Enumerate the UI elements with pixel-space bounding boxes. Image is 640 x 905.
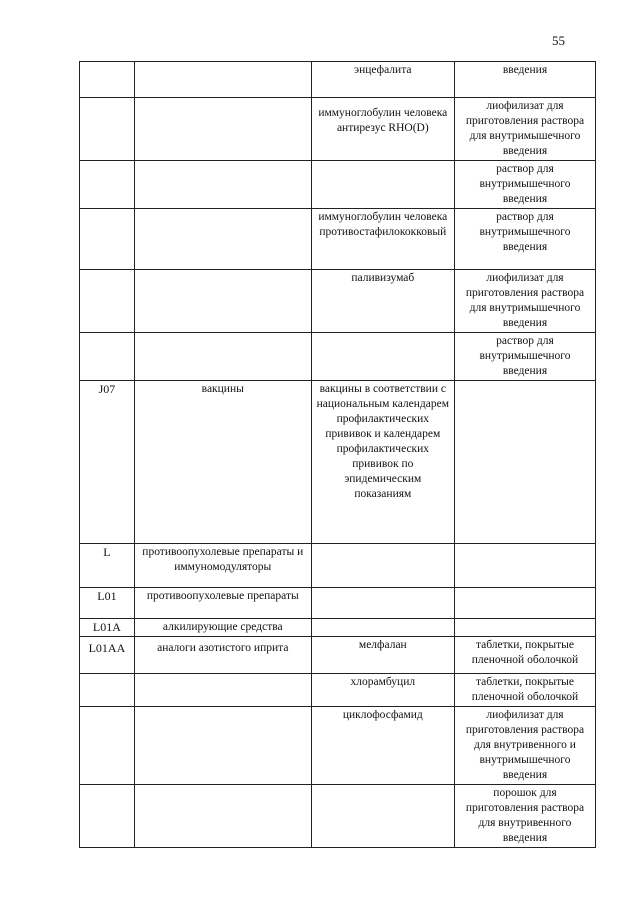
atc-group-cell: вакцины xyxy=(134,381,311,544)
drug-name-cell: энцефалита xyxy=(311,62,454,98)
dosage-form-cell xyxy=(454,619,595,637)
atc-code-cell xyxy=(80,98,135,161)
atc-group-cell: аналоги азотистого иприта xyxy=(134,637,311,674)
dosage-form-cell: введения xyxy=(454,62,595,98)
atc-code-cell: L01A xyxy=(80,619,135,637)
atc-code-cell: L xyxy=(80,544,135,588)
table-row xyxy=(80,62,596,98)
table-row xyxy=(80,209,596,270)
atc-group-cell xyxy=(134,209,311,270)
drug-name-cell: циклофосфамид xyxy=(311,707,454,785)
drug-name-cell xyxy=(311,161,454,209)
dosage-form-cell: раствор для внутримышечного введения xyxy=(454,161,595,209)
drug-name-cell xyxy=(311,619,454,637)
dosage-form-cell: раствор для внутримышечного введения xyxy=(454,209,595,270)
drug-name-cell xyxy=(311,785,454,848)
atc-group-cell xyxy=(134,785,311,848)
drug-name-cell xyxy=(311,588,454,619)
atc-group-cell xyxy=(134,270,311,333)
atc-code-cell xyxy=(80,674,135,707)
drug-name-cell: вакцины в соответствии с национальным календарем профилактических прививок и календарем профилактических прививок по эпидемическим показаниям xyxy=(311,381,454,544)
table-row xyxy=(80,270,596,333)
atc-group-cell xyxy=(134,333,311,381)
atc-code-cell xyxy=(80,707,135,785)
dosage-form-cell xyxy=(454,544,595,588)
atc-code-cell xyxy=(80,209,135,270)
table-row xyxy=(80,785,596,848)
dosage-form-cell: лиофилизат для приготовления раствора для внутримышечного введения xyxy=(454,98,595,161)
atc-group-cell xyxy=(134,98,311,161)
drug-name-cell xyxy=(311,333,454,381)
drug-name-cell: паливизумаб xyxy=(311,270,454,333)
atc-group-cell xyxy=(134,707,311,785)
dosage-form-cell: таблетки, покрытые пленочной оболочкой xyxy=(454,674,595,707)
drug-list-table xyxy=(79,61,596,848)
table-row xyxy=(80,381,596,544)
table-row xyxy=(80,707,596,785)
table-row xyxy=(80,619,596,637)
table-row xyxy=(80,588,596,619)
atc-code-cell xyxy=(80,333,135,381)
table-row xyxy=(80,674,596,707)
page-number: 55 xyxy=(552,33,565,48)
dosage-form-cell: лиофилизат для приготовления раствора для внутримышечного введения xyxy=(454,270,595,333)
drug-name-cell xyxy=(311,544,454,588)
drug-name-cell: иммуноглобулин человека антирезус RHO(D) xyxy=(311,98,454,161)
atc-code-cell xyxy=(80,270,135,333)
atc-group-cell xyxy=(134,62,311,98)
atc-group-cell xyxy=(134,161,311,209)
drug-name-cell: иммуноглобулин человека противостафилококковый xyxy=(311,209,454,270)
table-row xyxy=(80,637,596,674)
dosage-form-cell xyxy=(454,588,595,619)
drug-name-cell: мелфалан xyxy=(311,637,454,674)
atc-code-cell: L01 xyxy=(80,588,135,619)
dosage-form-cell: раствор для внутримышечного введения xyxy=(454,333,595,381)
drug-name-cell: хлорамбуцил xyxy=(311,674,454,707)
table-row xyxy=(80,161,596,209)
dosage-form-cell: таблетки, покрытые пленочной оболочкой xyxy=(454,637,595,674)
table-row xyxy=(80,544,596,588)
atc-group-cell: противоопухолевые препараты и иммуномодуляторы xyxy=(134,544,311,588)
atc-group-cell: алкилирующие средства xyxy=(134,619,311,637)
dosage-form-cell: лиофилизат для приготовления раствора для внутривенного и внутримышечного введения xyxy=(454,707,595,785)
atc-code-cell: J07 xyxy=(80,381,135,544)
atc-code-cell xyxy=(80,785,135,848)
dosage-form-cell: порошок для приготовления раствора для внутривенного введения xyxy=(454,785,595,848)
dosage-form-cell xyxy=(454,381,595,544)
table-row xyxy=(80,98,596,161)
atc-code-cell xyxy=(80,161,135,209)
atc-group-cell: противоопухолевые препараты xyxy=(134,588,311,619)
table-row xyxy=(80,333,596,381)
atc-group-cell xyxy=(134,674,311,707)
atc-code-cell: L01AA xyxy=(80,637,135,674)
atc-code-cell xyxy=(80,62,135,98)
